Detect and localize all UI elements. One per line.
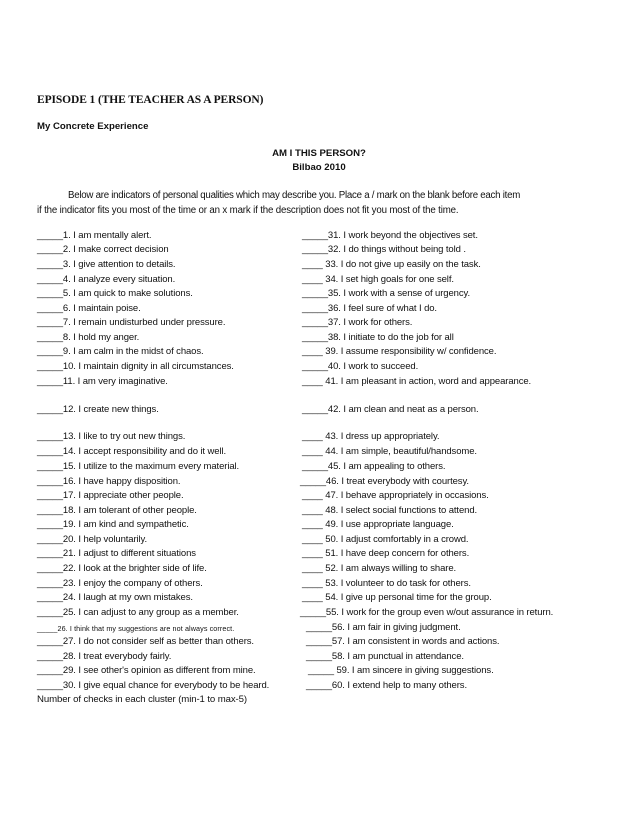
indicator-item-44: ____ 44. I am simple, beautiful/handsome. xyxy=(302,446,477,457)
indicator-item-19: _____19. I am kind and sympathetic. xyxy=(37,519,189,530)
indicator-item-39: ____ 39. I assume responsibility w/ confidence. xyxy=(302,346,497,357)
indicator-item-38: _____38. I initiate to do the job for all xyxy=(302,332,454,343)
indicator-item-5: _____5. I am quick to make solutions. xyxy=(37,288,193,299)
indicator-item-9: _____9. I am calm in the midst of chaos. xyxy=(37,346,204,357)
indicator-item-17: _____17. I appreciate other people. xyxy=(37,490,184,501)
indicator-item-7: _____7. I remain undisturbed under pressure. xyxy=(37,317,226,328)
indicator-item-15: _____15. I utilize to the maximum every material. xyxy=(37,461,240,472)
indicator-item-48: ____ 48. I select social functions to attend. xyxy=(302,505,478,516)
indicator-item-41: ____ 41. I am pleasant in action, word and appearance. xyxy=(302,376,532,387)
indicator-item-25: _____25. I can adjust to any group as a member. xyxy=(37,607,239,618)
indicator-item-37: _____37. I work for others. xyxy=(302,317,413,328)
indicator-item-50: ____ 50. I adjust comfortably in a crowd. xyxy=(302,534,469,545)
indicator-item-45: _____45. I am appealing to others. xyxy=(302,461,446,472)
indicator-item-52: ____ 52. I am always willing to share. xyxy=(302,563,457,574)
indicator-item-28: _____28. I treat everybody fairly. xyxy=(37,651,172,662)
indicator-item-58: _____58. I am punctual in attendance. xyxy=(306,651,464,662)
indicator-item-30: _____30. I give equal chance for everybody to be heard. xyxy=(37,680,270,691)
indicator-item-26: _____26. I think that my suggestions are not always correct. xyxy=(37,624,235,633)
indicator-item-54: ____ 54. I give up personal time for the group. xyxy=(302,592,492,603)
indicator-item-2: _____2. I make correct decision xyxy=(37,244,169,255)
indicator-item-14: _____14. I accept responsibility and do it well. xyxy=(37,446,227,457)
indicator-item-47: ____ 47. I behave appropriately in occasions. xyxy=(302,490,489,501)
document-subtitle: My Concrete Experience xyxy=(37,121,149,132)
indicator-item-33: ____ 33. I do not give up easily on the task. xyxy=(302,259,481,270)
indicator-item-46: _____46. I treat everybody with courtesy. xyxy=(300,476,469,487)
indicator-item-1: _____1. I am mentally alert. xyxy=(37,230,152,241)
indicator-item-8: _____8. I hold my anger. xyxy=(37,332,140,343)
indicator-item-6: _____6. I maintain poise. xyxy=(37,303,141,314)
indicator-item-34: ____ 34. I set high goals for one self. xyxy=(302,274,454,285)
indicator-item-59: _____ 59. I am sincere in giving suggestions. xyxy=(308,665,494,676)
indicator-item-18: _____18. I am tolerant of other people. xyxy=(37,505,197,516)
instructions-line-1: Below are indicators of personal qualities which may describe you. Place a / mark on the blank before each item xyxy=(68,190,521,201)
indicator-item-51: ____ 51. I have deep concern for others. xyxy=(302,548,470,559)
indicator-item-27: _____27. I do not consider self as better than others. xyxy=(37,636,254,647)
indicator-item-36: _____36. I feel sure of what I do. xyxy=(302,303,437,314)
indicator-item-22: _____22. I look at the brighter side of life. xyxy=(37,563,207,574)
indicator-item-31: _____31. I work beyond the objectives set. xyxy=(302,230,478,241)
cluster-count-note: Number of checks in each cluster (min-1 to max-5) xyxy=(37,694,247,705)
indicator-item-24: _____24. I laugh at my own mistakes. xyxy=(37,592,193,603)
indicator-item-23: _____23. I enjoy the company of others. xyxy=(37,578,203,589)
indicator-item-57: _____57. I am consistent in words and actions. xyxy=(306,636,500,647)
indicator-item-35: _____35. I work with a sense of urgency. xyxy=(302,288,470,299)
indicator-item-13: _____13. I like to try out new things. xyxy=(37,431,186,442)
indicator-item-53: ____ 53. I volunteer to do task for others. xyxy=(302,578,471,589)
indicator-item-56: _____56. I am fair in giving judgment. xyxy=(306,622,461,633)
questionnaire-heading: AM I THIS PERSON? xyxy=(272,148,366,159)
indicator-item-49: ____ 49. I use appropriate language. xyxy=(302,519,454,530)
indicator-item-10: _____10. I maintain dignity in all circumstances. xyxy=(37,361,234,372)
indicator-item-60: _____60. I extend help to many others. xyxy=(306,680,467,691)
indicator-item-29: _____29. I see other's opinion as different from mine. xyxy=(37,665,256,676)
indicator-item-3: _____3. I give attention to details. xyxy=(37,259,176,270)
indicator-item-55: _____55. I work for the group even w/out assurance in return. xyxy=(300,607,554,618)
indicator-item-11: _____11. I am very imaginative. xyxy=(37,376,168,387)
indicator-item-42: _____42. I am clean and neat as a person. xyxy=(302,404,479,415)
indicator-item-20: _____20. I help voluntarily. xyxy=(37,534,148,545)
indicator-item-43: ____ 43. I dress up appropriately. xyxy=(302,431,440,442)
indicator-item-21: _____21. I adjust to different situations xyxy=(37,548,196,559)
indicator-item-12: _____12. I create new things. xyxy=(37,404,159,415)
document-title: EPISODE 1 (THE TEACHER AS A PERSON) xyxy=(37,94,264,106)
instructions-line-2: if the indicator fits you most of the time or an x mark if the description does not fit you most of the time. xyxy=(37,204,459,216)
instructions-paragraph xyxy=(37,189,605,218)
indicator-item-40: _____40. I work to succeed. xyxy=(302,361,419,372)
indicator-item-4: _____4. I analyze every situation. xyxy=(37,274,176,285)
indicator-item-16: _____16. I have happy disposition. xyxy=(37,476,181,487)
indicator-item-32: _____32. I do things without being told . xyxy=(302,244,466,255)
questionnaire-subheading: Bilbao 2010 xyxy=(292,162,346,173)
